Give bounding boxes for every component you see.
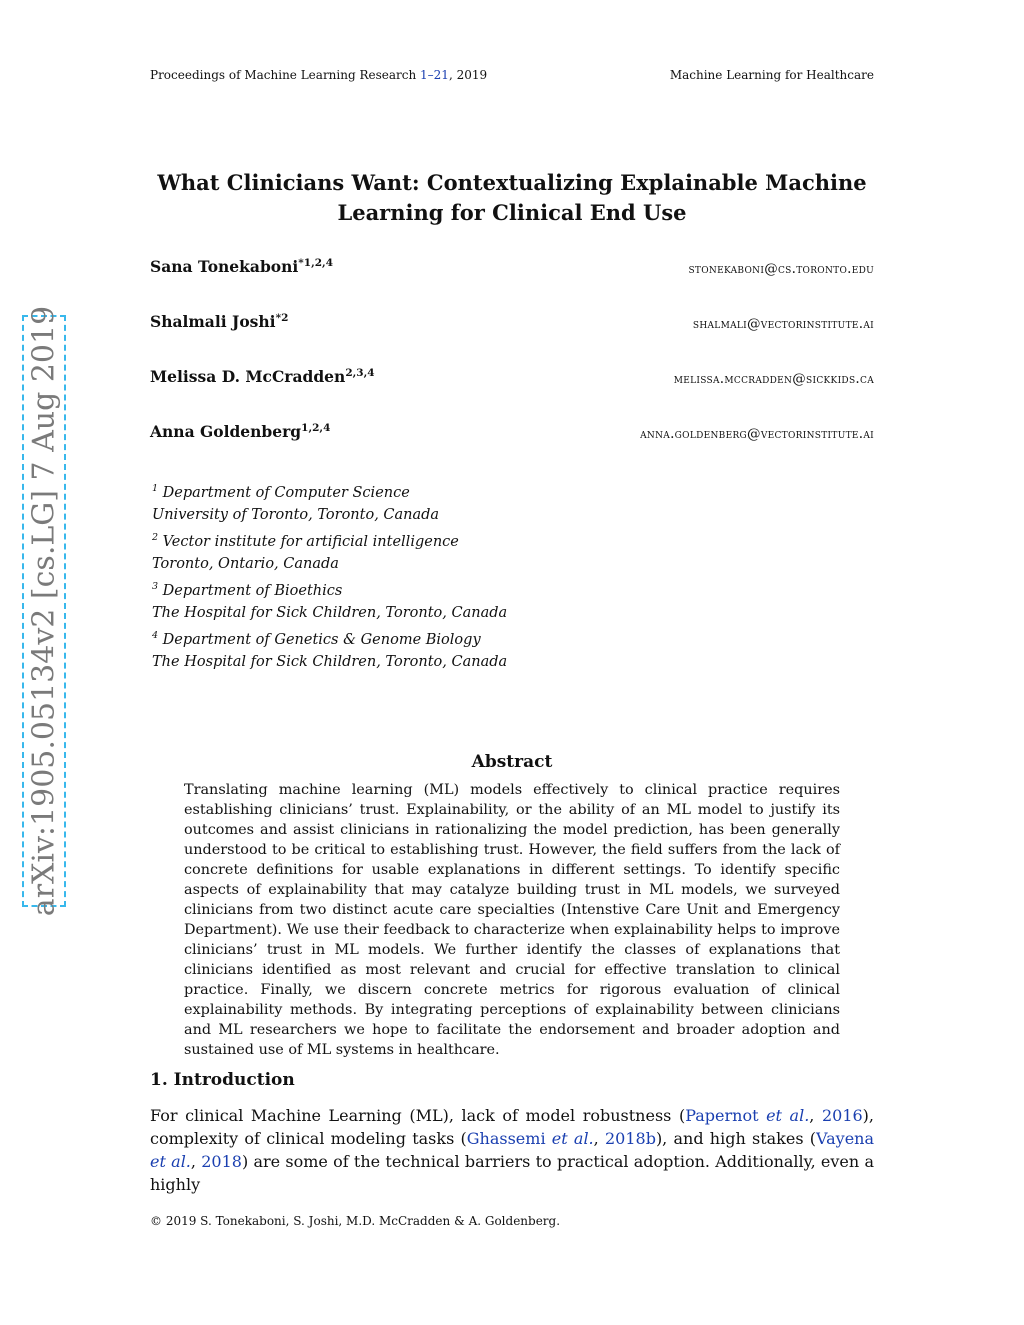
title-line-1: What Clinicians Want: Contextualizing Explainable Machine [157, 170, 867, 195]
author-name: Melissa D. McCradden$^{2,3,4}$ [150, 367, 375, 387]
arxiv-identifier: arXiv:1905.05134v2 [cs.LG] 7 Aug 2019 [26, 305, 62, 917]
abstract-text: Translating machine learning (ML) models effectively to clinical practice requires establishing clinicians’ trust. Explainability, or the ability of an ML model to justify its outcomes and assist clinicians in rationalizing the model prediction, has been generally understood to be critical to establishing trust. However, the field suffers from the lack of concrete definitions for usable explanations in different settings. To identify specific aspects of explainability that may catalyze building trust in ML models, we surveyed clinicians from two distinct acute care specialties (Intenstive Care Unit and Emergency Department). We use their feedback to characterize when explainability helps to improve clinicians’ trust in ML models. We further identify the classes of explanations that clinicians identified as most relevant and crucial for effective translation to clinical practice. Finally, we discern concrete metrics for rigorous evaluation of clinical explainability methods. By integrating perceptions of explainability between clinicians and ML researchers we hope to facilitate the endorsement and broader adoption and sustained use of ML systems in healthcare. [184, 782, 840, 1058]
author-affil-marks: *1,2,4 [298, 257, 334, 269]
citation-link[interactable]: Ghassemi et al. [466, 1129, 594, 1148]
introduction-paragraph: For clinical Machine Learning (ML), lack of model robustness (Papernot et al., 2016), complexity of clinical modeling tasks (Ghassemi et al., 2018b), and high stakes (Vayena et al., 2018) are some of the technical barriers to practical adoption. Additionally, even a highly [150, 1106, 875, 1194]
running-header-right: Machine Learning for Healthcare [669, 68, 874, 82]
affiliation-institution: The Hospital for Sick Children, Toronto, Canada [152, 654, 508, 671]
affiliation-dept: $^3$ Department of Bioethics [152, 581, 343, 599]
author-name: Shalmali Joshi$^{*2}$ [150, 312, 289, 332]
author-email: shalmali@vectorinstitute.ai [692, 316, 874, 332]
arxiv-stamp[interactable] [22, 305, 66, 917]
title-line-2: Learning for Clinical End Use [337, 200, 687, 225]
affiliation-dept: $^2$ Vector institute for artificial intelligence [152, 532, 459, 550]
affiliations [152, 478, 507, 674]
author-name: Sana Tonekaboni$^{*1,2,4}$ [150, 257, 334, 277]
affiliation-institution: University of Toronto, Toronto, Canada [152, 507, 440, 524]
author-affil-marks: 1,2,4 [301, 422, 331, 434]
running-header-left [150, 68, 487, 82]
citation-link[interactable]: Vayena et al. [150, 1129, 875, 1171]
citation-link[interactable]: Papernot et al. [685, 1106, 810, 1125]
proceedings-year: , 2019 [448, 68, 488, 82]
abstract-heading: Abstract [471, 752, 553, 772]
affiliation-institution: Toronto, Ontario, Canada [152, 556, 339, 573]
author-email: anna.goldenberg@vectorinstitute.ai [640, 426, 874, 442]
page-range-link[interactable]: 1–21 [420, 68, 449, 82]
author-email: melissa.mccradden@sickkids.ca [673, 371, 874, 387]
author-name: Anna Goldenberg$^{1,2,4}$ [150, 422, 331, 442]
section-heading-introduction: 1. Introduction [150, 1070, 295, 1090]
author-affil-marks: 2,3,4 [345, 367, 375, 379]
affiliation-dept: $^1$ Department of Computer Science [152, 483, 410, 501]
citation-year-link[interactable]: 2016 [821, 1106, 863, 1125]
paper-title [150, 168, 874, 228]
author-affil-marks: *2 [275, 312, 289, 324]
copyright-notice: © 2019 S. Tonekaboni, S. Joshi, M.D. McCradden & A. Goldenberg. [150, 1214, 561, 1228]
author-email: stonekaboni@cs.toronto.edu [688, 261, 874, 277]
citation-year-link[interactable]: 2018 [201, 1152, 242, 1171]
affiliation-dept: $^4$ Department of Genetics & Genome Biology [152, 630, 481, 648]
citation-year-link[interactable]: 2018b [604, 1129, 656, 1148]
proceedings-name: Proceedings of Machine Learning Research [150, 68, 417, 82]
affiliation-institution: The Hospital for Sick Children, Toronto, Canada [152, 605, 508, 622]
